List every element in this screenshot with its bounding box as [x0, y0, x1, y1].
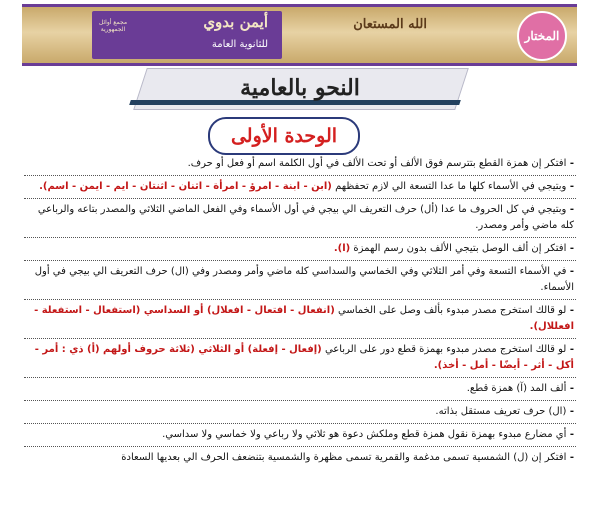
rule-item: [24, 176, 576, 199]
bullet-dash: -: [566, 158, 574, 169]
rule-text: ألف المد (آ) همزة قطع.: [466, 383, 567, 394]
header-band: [22, 4, 577, 66]
rule-text: لو قالك استخرج مصدر مبدوء بألف وصل على الخماسي: [337, 305, 567, 316]
author-box: [92, 11, 282, 59]
rule-item: [24, 300, 576, 339]
bullet-dash: -: [566, 429, 574, 440]
brand-badge: المختار: [517, 11, 567, 61]
bullet-dash: -: [566, 266, 574, 277]
author-subtitle: للثانوية العامة: [211, 39, 268, 50]
rule-highlight: (ابن - ابنة - امرؤ - امرأة - اثنان - اثنتان - ايم - ايمن - اسم).: [39, 181, 332, 192]
rule-item: [24, 339, 576, 378]
rule-item: [24, 447, 576, 469]
rule-text: افتكر إن ألف الوصل بتيجي الألف بدون رسم الهمزة: [353, 243, 567, 254]
rule-text: أي مضارع مبدوء بهمزة نقول همزة قطع وملكش دعوة هو ثلاثي ولا رباعي ولا خماسي ولا سداسي.: [162, 429, 567, 440]
bullet-dash: -: [566, 243, 574, 254]
author-name: أيمن بدوي: [203, 13, 268, 31]
bullet-dash: -: [566, 181, 574, 192]
rule-highlight: (إفعال - إفعلة) أو الثلاثي (ثلاثة حروف أولهم (أ) ذي : أمر - أكل - أثر - أيضًا - أمل - أخذ).: [34, 344, 574, 371]
rule-text: افتكر إن (ل) الشمسية تسمى مدغمة والقمرية تسمى مظهرة والشمسية بتنضعف الحرف الي بعديها السعادة: [121, 452, 567, 463]
bullet-dash: -: [566, 452, 574, 463]
rule-item: [24, 238, 576, 261]
rule-item: [24, 378, 576, 401]
rule-text: افتكر إن همزة القطع بتترسم فوق الألف أو تحت الألف في أول الكلمة اسم أو فعل أو حرف.: [187, 158, 567, 169]
rule-item: [24, 199, 576, 238]
bullet-dash: -: [566, 383, 574, 394]
header-calligraphy: الله المستعان: [353, 17, 427, 32]
rule-text: وبتيجي في كل الحروف ما عدا (أل) حرف التعريف الي بيجي في أول الأسماء وفي الفعل الماضي الثلاثي والمصدر بتاعه والرباعي كله ماضي وأمر ومصدر.: [37, 204, 574, 231]
bullet-dash: -: [566, 305, 574, 316]
rule-highlight: (انفعال - افتعال - افعلال) أو السداسي (استفعال - استفعلة - افعللال).: [34, 305, 574, 332]
bullet-dash: -: [566, 406, 574, 417]
rule-text: (ال) حرف تعريف مستقل بذاته.: [435, 406, 567, 417]
bullet-dash: -: [566, 204, 574, 215]
page-title: النحو بالعامية: [240, 75, 360, 101]
rule-item: [24, 424, 576, 447]
author-note: مجمع أوائل الجمهورية: [98, 19, 128, 33]
rule-text: لو قالك استخرج مصدر مبدوء بهمزة قطع دور على الرباعي: [324, 344, 567, 355]
rules-list: [24, 153, 576, 469]
bullet-dash: -: [566, 344, 574, 355]
rule-highlight: (ا).: [333, 243, 351, 254]
rule-item: [24, 153, 576, 176]
unit-title: الوحدة الأولى: [208, 117, 360, 155]
rule-text: في الأسماء التسعة وفي أمر الثلاثي وفي الخماسي والسداسي كله ماضي وأمر ومصدر وفي (ال) حرف التعريف الي بيجي في أول الأسماء.: [34, 266, 574, 293]
rule-item: [24, 261, 576, 300]
rule-item: [24, 401, 576, 424]
rule-text: وبتيجي في الأسماء كلها ما عدا التسعة الي لازم تحفظهم: [335, 181, 567, 192]
